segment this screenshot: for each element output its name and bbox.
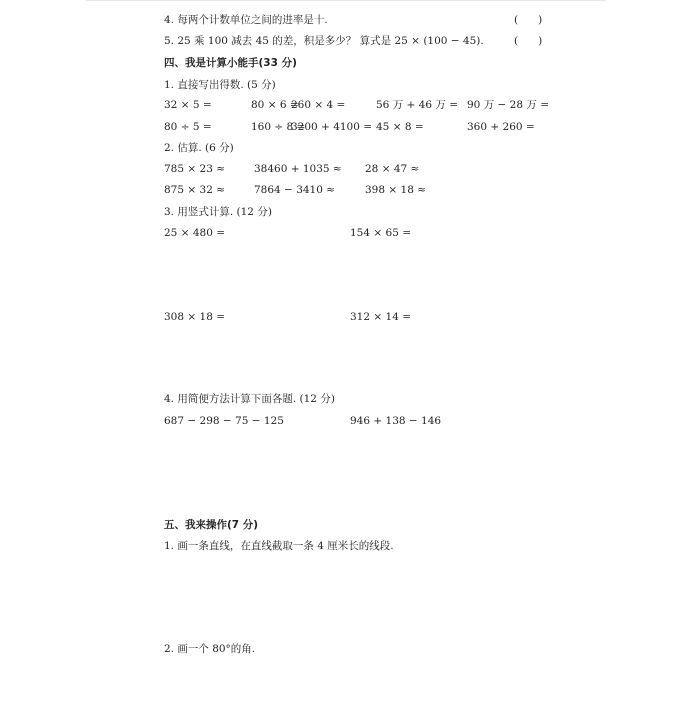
estimate-item: 7864 − 3410 ≈ (254, 184, 336, 196)
estimate-item: 785 × 23 ≈ (164, 163, 226, 175)
vertical-calc-item: 312 × 14 = (350, 311, 412, 323)
oral-calc-item: 80 × 6 = (251, 99, 299, 111)
simplify-calc-item: 946 + 138 − 146 (350, 415, 442, 427)
vertical-calc-item: 25 × 480 = (164, 227, 226, 239)
drawing-question-2: 2. 画一个 80°的角. (164, 643, 256, 655)
oral-calc-item: 160 ÷ 8 = (251, 121, 306, 133)
oral-calc-item: 45 × 8 = (376, 121, 424, 133)
answer-blank-5[interactable]: ( ) (514, 35, 543, 47)
judge-question-4: 4. 每两个计数单位之间的进率是十. (164, 14, 328, 26)
subsection-title-4: 4. 用简便方法计算下面各题. (12 分) (164, 393, 335, 405)
oral-calc-item: 260 × 4 = (291, 99, 346, 111)
oral-calc-item: 80 ÷ 5 = (164, 121, 212, 133)
vertical-calc-item: 154 × 65 = (350, 227, 412, 239)
oral-calc-item: 32 × 5 = (164, 99, 212, 111)
section-heading-4: 四、我是计算小能手(33 分) (164, 57, 297, 69)
simplify-calc-item: 687 − 298 − 75 − 125 (164, 415, 284, 427)
section-heading-5: 五、我来操作(7 分) (164, 519, 259, 531)
subsection-title-2: 2. 估算. (6 分) (164, 142, 234, 154)
estimate-item: 875 × 32 ≈ (164, 184, 226, 196)
judge-question-5: 5. 25 乘 100 减去 45 的差，积是多少？ 算式是 25 × (100 − 45). (164, 35, 484, 47)
oral-calc-item: 3200 + 4100 = (291, 121, 373, 133)
subsection-title-1: 1. 直接写出得数. (5 分) (164, 79, 276, 91)
answer-blank-4[interactable]: ( ) (514, 14, 543, 26)
oral-calc-item: 56 万 + 46 万 = (376, 99, 459, 111)
oral-calc-item: 90 万 − 28 万 = (467, 99, 550, 111)
top-rule (86, 0, 606, 1)
subsection-title-3: 3. 用竖式计算. (12 分) (164, 206, 272, 218)
estimate-item: 38460 + 1035 ≈ (254, 163, 342, 175)
drawing-question-1: 1. 画一条直线，在直线截取一条 4 厘米长的线段. (164, 540, 394, 552)
estimate-item: 28 × 47 ≈ (365, 163, 420, 175)
estimate-item: 398 × 18 ≈ (365, 184, 427, 196)
oral-calc-item: 360 + 260 = (467, 121, 535, 133)
vertical-calc-item: 308 × 18 = (164, 311, 226, 323)
